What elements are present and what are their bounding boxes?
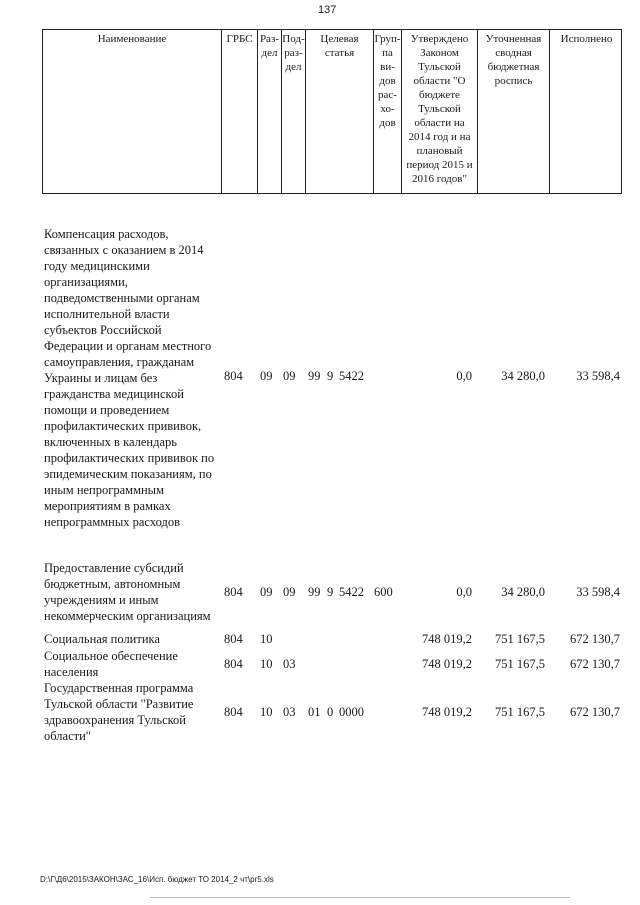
row-utv: 748 019,2 [422,705,472,719]
row-grbs: 804 [224,369,243,383]
row-utv: 0,0 [456,369,472,383]
row-grbs: 804 [224,585,243,599]
row-utoch: 751 167,5 [495,657,545,671]
row-isp: 672 130,7 [570,705,620,719]
row-utoch: 751 167,5 [495,705,545,719]
row-isp: 33 598,4 [576,585,620,599]
row-razdel: 10 [260,632,273,646]
header-razdel: Раз- дел [257,30,281,193]
row-utv: 748 019,2 [422,657,472,671]
table-header [42,29,622,194]
row-isp: 672 130,7 [570,632,620,646]
header-celevaya-statya: Целевая статья [305,30,373,193]
row-grbs: 804 [224,632,243,646]
header-podrazdel: Под- раз- дел [281,30,305,193]
row-name: Государственная программа Тульской области "Развитие здравоохранения Тульской области" [44,681,194,743]
header-name: Наименование [97,33,167,45]
row-cs-sub: 9 [327,369,334,383]
row-cs-sub: 0 [327,705,334,719]
row-podrazdel: 03 [283,657,296,671]
header-utochnennaya: Уточненная сводная бюджетная роспись [477,30,549,193]
row-cs-sub: 9 [327,585,334,599]
row-cs-code: 0000 [339,705,364,719]
row-razdel: 10 [260,657,273,671]
row-podrazdel: 09 [283,585,296,599]
row-cs-program: 99 [308,585,321,599]
row-vr: 600 [374,585,393,599]
page-number: 137 [318,4,337,16]
row-cs-program: 01 [308,705,321,719]
row-cs-program: 99 [308,369,321,383]
row-cs-code: 5422 [339,369,364,383]
footer-file-path: D:\Г\Д6\2015\ЗАКОН\ЗАС_16\Исп. бюджет ТО 2014_2 чт\pr5.xls [40,875,274,884]
row-isp: 33 598,4 [576,369,620,383]
row-razdel: 09 [260,585,273,599]
row-utv: 0,0 [456,585,472,599]
row-utoch: 34 280,0 [501,369,545,383]
row-name: Социальная политика [44,632,160,646]
row-grbs: 804 [224,705,243,719]
row-name: Компенсация расходов, связанных с оказанием в 2014 году медицинскими организациями, подведомственными органам исполнительной власти субъектов Российской Федерации и органам местного самоуправления, гражданам Украины и лицам без гражданства медицинской помощи и проведением профилактических прививок, включенных в календарь профилактических прививок по эпидемическим показаниям, по иным непрограммным мероприятиям в рамках непрограммных расходов [44,227,215,529]
row-isp: 672 130,7 [570,657,620,671]
row-podrazdel: 03 [283,705,296,719]
header-ispolneno: Исполнено [549,30,623,193]
header-grbs: ГРБС [221,30,257,193]
row-razdel: 09 [260,369,273,383]
row-cs-code: 5422 [339,585,364,599]
row-name: Предоставление субсидий бюджетным, автономным учреждениям и иным некоммерческим организациям [44,561,211,623]
row-podrazdel: 09 [283,369,296,383]
row-name: Социальное обеспечение населения [44,649,178,679]
row-razdel: 10 [260,705,273,719]
row-grbs: 804 [224,657,243,671]
scan-artifact-line [150,897,570,898]
row-utv: 748 019,2 [422,632,472,646]
header-utverzhdeno: Утверждено Законом Тульской области "О бюджете Тульской области на 2014 год и на плановый период 2015 и 2016 годов" [401,30,477,193]
header-gruppa-vidov: Груп- па ви- дов рас- хо- дов [373,30,401,193]
row-utoch: 34 280,0 [501,585,545,599]
row-utoch: 751 167,5 [495,632,545,646]
